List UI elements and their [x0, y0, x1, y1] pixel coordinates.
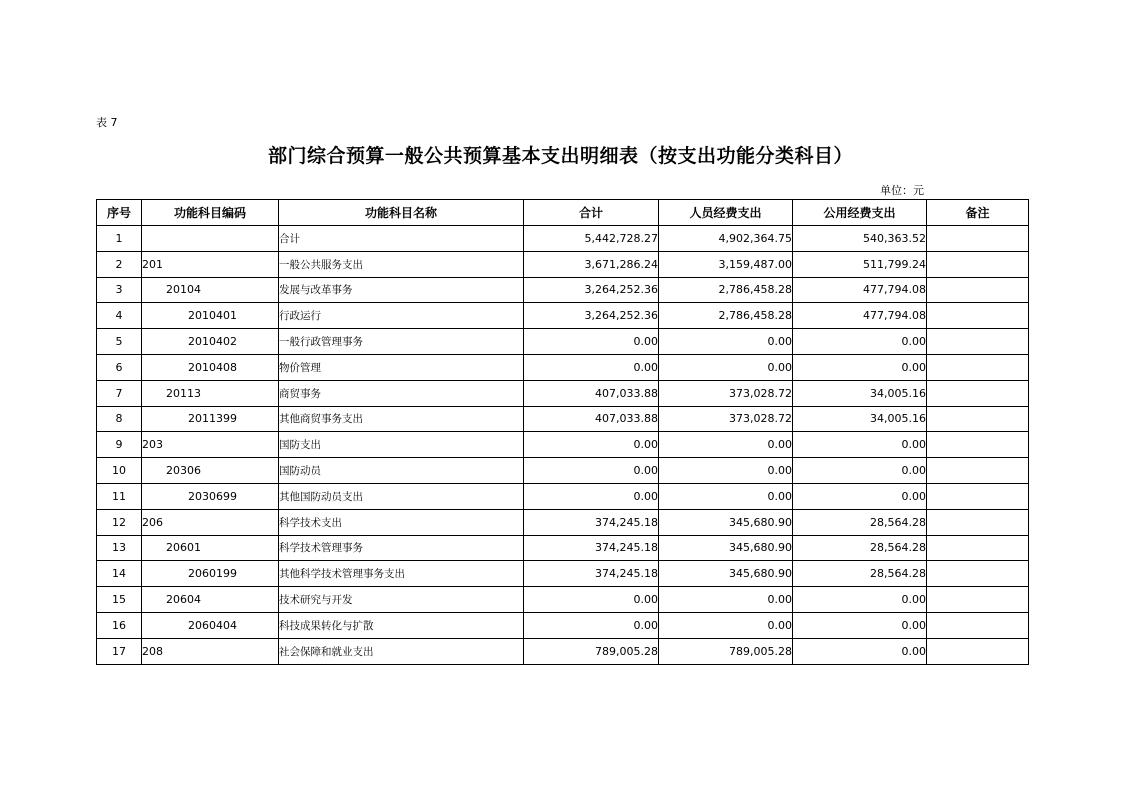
table-row: [97, 251, 1029, 277]
cell-note: [927, 303, 1029, 329]
header-personnel: 人员经费支出: [659, 200, 793, 226]
cell-name: 发展与改革事务: [279, 277, 524, 303]
cell-note: [927, 277, 1029, 303]
cell-personnel: 0.00: [659, 612, 793, 638]
cell-note: [927, 432, 1029, 458]
cell-seq: 12: [97, 509, 142, 535]
table-row: [97, 303, 1029, 329]
cell-personnel: 0.00: [659, 587, 793, 613]
header-code: 功能科目编码: [142, 200, 279, 226]
cell-note: [927, 612, 1029, 638]
cell-name: 国防支出: [279, 432, 524, 458]
cell-seq: 11: [97, 483, 142, 509]
cell-total: 5,442,728.27: [524, 226, 659, 252]
table-row: [97, 587, 1029, 613]
cell-seq: 2: [97, 251, 142, 277]
cell-code: 20604: [142, 587, 279, 613]
header-seq: 序号: [97, 200, 142, 226]
table-row: [97, 483, 1029, 509]
unit-label: 单位：元: [880, 184, 924, 197]
cell-seq: 6: [97, 354, 142, 380]
cell-seq: 15: [97, 587, 142, 613]
cell-code: 2010401: [142, 303, 279, 329]
cell-public: 0.00: [793, 354, 927, 380]
cell-code: 206: [142, 509, 279, 535]
cell-name: 科技成果转化与扩散: [279, 612, 524, 638]
cell-note: [927, 226, 1029, 252]
cell-seq: 4: [97, 303, 142, 329]
budget-detail-table: [96, 199, 1029, 665]
cell-note: [927, 354, 1029, 380]
cell-total: 3,264,252.36: [524, 277, 659, 303]
cell-personnel: 0.00: [659, 432, 793, 458]
header-public: 公用经费支出: [793, 200, 927, 226]
cell-personnel: 345,680.90: [659, 535, 793, 561]
cell-note: [927, 380, 1029, 406]
cell-note: [927, 406, 1029, 432]
cell-name: 合计: [279, 226, 524, 252]
cell-code: 2010408: [142, 354, 279, 380]
cell-total: 0.00: [524, 354, 659, 380]
cell-code: 203: [142, 432, 279, 458]
cell-note: [927, 251, 1029, 277]
cell-code: 2060199: [142, 561, 279, 587]
cell-name: 物价管理: [279, 354, 524, 380]
cell-personnel: 0.00: [659, 329, 793, 355]
table-number-label: 表 7: [96, 116, 118, 129]
cell-total: 0.00: [524, 329, 659, 355]
cell-public: 28,564.28: [793, 535, 927, 561]
cell-code: 201: [142, 251, 279, 277]
cell-note: [927, 561, 1029, 587]
cell-name: 科学技术管理事务: [279, 535, 524, 561]
cell-code: 20104: [142, 277, 279, 303]
cell-seq: 8: [97, 406, 142, 432]
cell-public: 540,363.52: [793, 226, 927, 252]
cell-name: 一般公共服务支出: [279, 251, 524, 277]
cell-public: 0.00: [793, 458, 927, 484]
cell-name: 商贸事务: [279, 380, 524, 406]
table-row: [97, 561, 1029, 587]
cell-seq: 9: [97, 432, 142, 458]
table-row: [97, 535, 1029, 561]
table-row: [97, 380, 1029, 406]
cell-total: 407,033.88: [524, 406, 659, 432]
cell-seq: 14: [97, 561, 142, 587]
header-total: 合计: [524, 200, 659, 226]
cell-name: 行政运行: [279, 303, 524, 329]
cell-total: 789,005.28: [524, 638, 659, 664]
cell-seq: 5: [97, 329, 142, 355]
cell-name: 国防动员: [279, 458, 524, 484]
cell-personnel: 373,028.72: [659, 406, 793, 432]
cell-code: 20601: [142, 535, 279, 561]
cell-code: 20113: [142, 380, 279, 406]
table-header-row: [97, 200, 1029, 226]
cell-public: 0.00: [793, 612, 927, 638]
table-row: [97, 226, 1029, 252]
cell-personnel: 0.00: [659, 458, 793, 484]
cell-public: 34,005.16: [793, 380, 927, 406]
cell-note: [927, 535, 1029, 561]
cell-personnel: 345,680.90: [659, 561, 793, 587]
cell-personnel: 373,028.72: [659, 380, 793, 406]
table-row: [97, 432, 1029, 458]
cell-code: 20306: [142, 458, 279, 484]
cell-seq: 3: [97, 277, 142, 303]
cell-public: 28,564.28: [793, 561, 927, 587]
cell-name: 其他科学技术管理事务支出: [279, 561, 524, 587]
cell-name: 其他商贸事务支出: [279, 406, 524, 432]
cell-total: 0.00: [524, 483, 659, 509]
cell-seq: 13: [97, 535, 142, 561]
cell-code: 2010402: [142, 329, 279, 355]
cell-personnel: 4,902,364.75: [659, 226, 793, 252]
cell-note: [927, 509, 1029, 535]
cell-note: [927, 329, 1029, 355]
cell-seq: 17: [97, 638, 142, 664]
cell-public: 511,799.24: [793, 251, 927, 277]
cell-total: 0.00: [524, 458, 659, 484]
cell-name: 社会保障和就业支出: [279, 638, 524, 664]
table-row: [97, 638, 1029, 664]
cell-code: 2060404: [142, 612, 279, 638]
cell-seq: 1: [97, 226, 142, 252]
cell-total: 0.00: [524, 587, 659, 613]
cell-personnel: 2,786,458.28: [659, 303, 793, 329]
table-body: [97, 226, 1029, 665]
cell-code: 208: [142, 638, 279, 664]
cell-public: 0.00: [793, 638, 927, 664]
document-title: 部门综合预算一般公共预算基本支出明细表（按支出功能分类科目）: [267, 145, 853, 167]
cell-total: 0.00: [524, 612, 659, 638]
cell-personnel: 345,680.90: [659, 509, 793, 535]
cell-code: 2030699: [142, 483, 279, 509]
cell-seq: 10: [97, 458, 142, 484]
cell-note: [927, 483, 1029, 509]
cell-public: 0.00: [793, 432, 927, 458]
cell-code: 2011399: [142, 406, 279, 432]
table-row: [97, 277, 1029, 303]
cell-name: 一般行政管理事务: [279, 329, 524, 355]
cell-note: [927, 458, 1029, 484]
cell-personnel: 0.00: [659, 354, 793, 380]
cell-note: [927, 638, 1029, 664]
cell-seq: 16: [97, 612, 142, 638]
cell-public: 0.00: [793, 483, 927, 509]
header-name: 功能科目名称: [279, 200, 524, 226]
cell-total: 407,033.88: [524, 380, 659, 406]
cell-public: 477,794.08: [793, 303, 927, 329]
table-row: [97, 458, 1029, 484]
cell-name: 其他国防动员支出: [279, 483, 524, 509]
table-row: [97, 329, 1029, 355]
cell-total: 374,245.18: [524, 561, 659, 587]
table-row: [97, 612, 1029, 638]
cell-personnel: 0.00: [659, 483, 793, 509]
table-row: [97, 509, 1029, 535]
cell-public: 477,794.08: [793, 277, 927, 303]
cell-public: 34,005.16: [793, 406, 927, 432]
cell-total: 374,245.18: [524, 535, 659, 561]
cell-note: [927, 587, 1029, 613]
cell-personnel: 2,786,458.28: [659, 277, 793, 303]
cell-personnel: 3,159,487.00: [659, 251, 793, 277]
cell-total: 374,245.18: [524, 509, 659, 535]
table-row: [97, 354, 1029, 380]
cell-seq: 7: [97, 380, 142, 406]
cell-total: 0.00: [524, 432, 659, 458]
cell-public: 0.00: [793, 329, 927, 355]
table-row: [97, 406, 1029, 432]
cell-total: 3,264,252.36: [524, 303, 659, 329]
cell-public: 0.00: [793, 587, 927, 613]
cell-code: [142, 226, 279, 252]
cell-name: 科学技术支出: [279, 509, 524, 535]
cell-total: 3,671,286.24: [524, 251, 659, 277]
cell-personnel: 789,005.28: [659, 638, 793, 664]
cell-name: 技术研究与开发: [279, 587, 524, 613]
header-note: 备注: [927, 200, 1029, 226]
cell-public: 28,564.28: [793, 509, 927, 535]
